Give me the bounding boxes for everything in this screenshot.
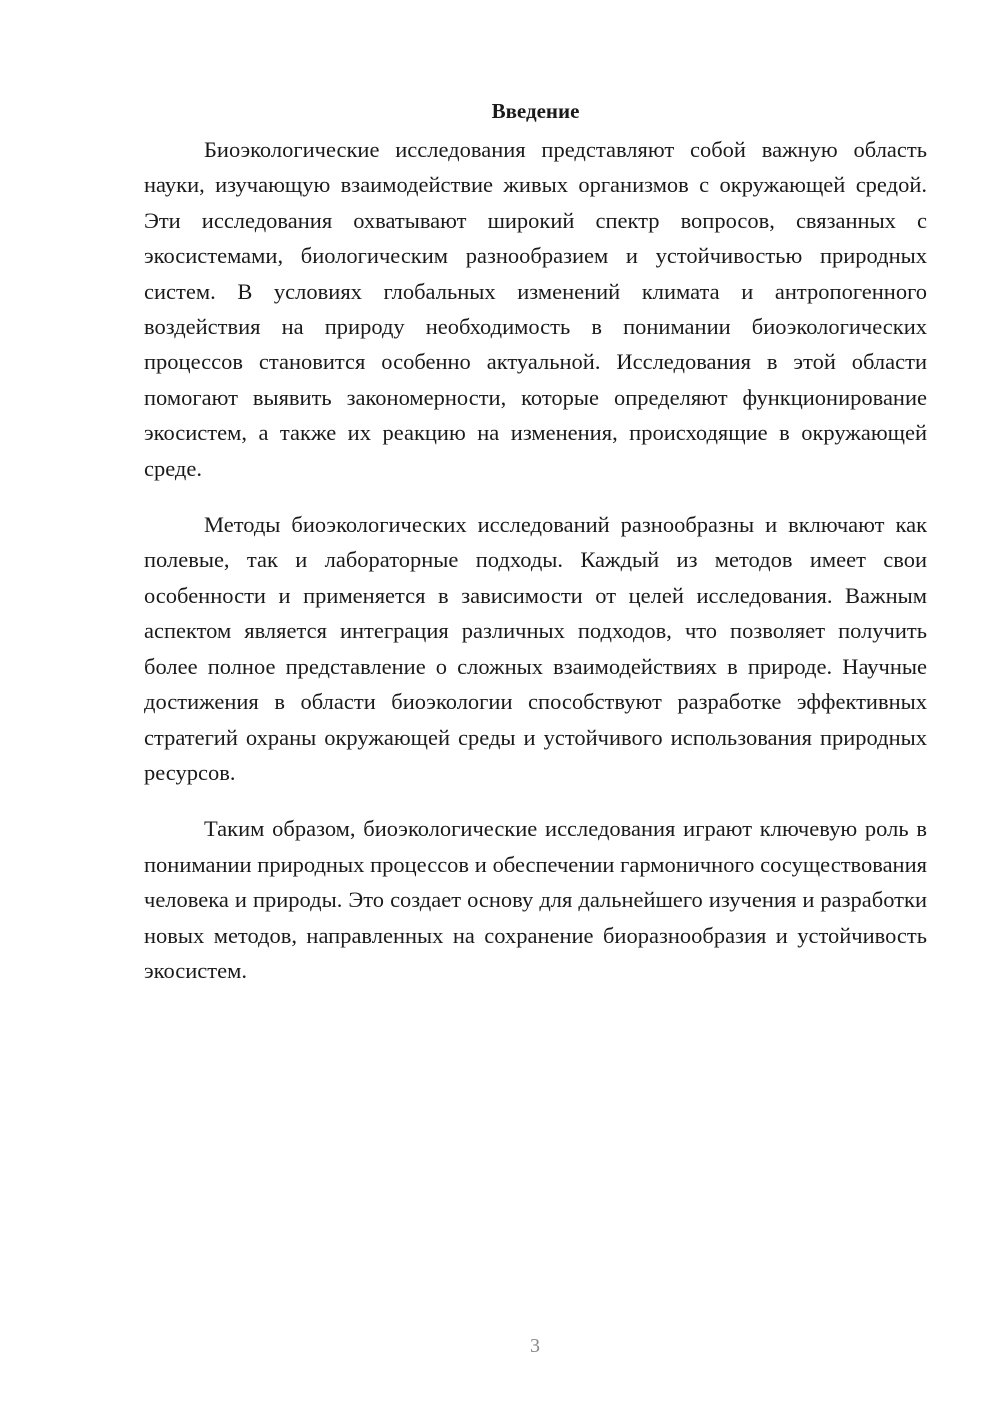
paragraph-conclusion: Таким образом, биоэкологические исследования играют ключевую роль в понимании природных процессов и обеспечении гармоничного сосуществования человека и природы. Это создает основу для дальнейшего изучения и разработки новых методов, направленных на сохранение биоразнообразия и устойчивость экосистем. (144, 816, 927, 983)
document-body (144, 98, 927, 1009)
section-title: Введение (491, 99, 580, 123)
page-number: 3 (530, 1335, 540, 1357)
paragraph-intro: Биоэкологические исследования представляют собой важную область науки, изучающую взаимодействие живых организмов с окружающей средой. Эти исследования охватывают широкий спектр вопросов, связанных с экосистемами, биологическим разнообразием и устойчивостью природных систем. В условиях глобальных изменений климата и антропогенного воздействия на природу необходимость в понимании биоэкологических процессов становится особенно актуальной. Исследования в этой области помогают выявить закономерности, которые определяют функционирование экосистем, а также их реакцию на изменения, происходящие в окружающей среде. (144, 137, 927, 481)
paragraph-methods: Методы биоэкологических исследований разнообразны и включают как полевые, так и лабораторные подходы. Каждый из методов имеет свои особенности и применяется в зависимости от целей исследования. Важным аспектом является интеграция различных подходов, что позволяет получить более полное представление о сложных взаимодействиях в природе. Научные достижения в области биоэкологии способствуют разработке эффективных стратегий охраны окружающей среды и устойчивого использования природных ресурсов. (144, 512, 927, 785)
